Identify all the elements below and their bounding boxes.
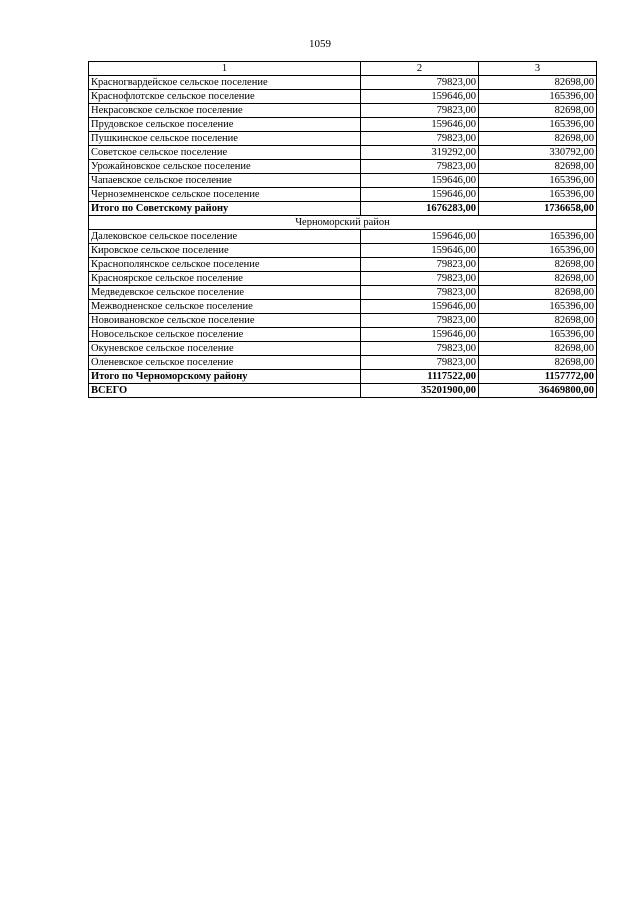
column-number-2: 2 bbox=[361, 62, 479, 76]
table-row bbox=[89, 286, 597, 300]
settlement-name-cell: Советское сельское поселение bbox=[89, 146, 361, 160]
table-row bbox=[89, 104, 597, 118]
table-row bbox=[89, 118, 597, 132]
column-number-row bbox=[89, 62, 597, 76]
settlement-name-cell: Черноземненское сельское поселение bbox=[89, 188, 361, 202]
amount-col2-cell: 79823,00 bbox=[361, 314, 479, 328]
settlement-name-cell: Некрасовское сельское поселение bbox=[89, 104, 361, 118]
table-row bbox=[89, 132, 597, 146]
district-heading-row bbox=[89, 216, 597, 230]
amount-col2-cell: 79823,00 bbox=[361, 356, 479, 370]
amount-col3-cell: 82698,00 bbox=[479, 342, 597, 356]
settlement-name-cell: Урожайновское сельское поселение bbox=[89, 160, 361, 174]
amount-col2-cell: 79823,00 bbox=[361, 342, 479, 356]
amount-col3-cell: 82698,00 bbox=[479, 104, 597, 118]
settlement-name-cell: Далековское сельское поселение bbox=[89, 230, 361, 244]
chernomorsky-total-row bbox=[89, 370, 597, 384]
settlement-name-cell: Красногвардейское сельское поселение bbox=[89, 76, 361, 90]
table-row bbox=[89, 244, 597, 258]
amount-col3-cell: 165396,00 bbox=[479, 174, 597, 188]
table-row bbox=[89, 90, 597, 104]
amount-col3-cell: 165396,00 bbox=[479, 328, 597, 342]
settlement-name-cell: Новоивановское сельское поселение bbox=[89, 314, 361, 328]
amount-col3-cell: 82698,00 bbox=[479, 286, 597, 300]
amount-col2-cell: 159646,00 bbox=[361, 328, 479, 342]
amount-col2-cell: 79823,00 bbox=[361, 286, 479, 300]
table-row bbox=[89, 174, 597, 188]
amount-col3-cell: 330792,00 bbox=[479, 146, 597, 160]
amount-col2-cell: 79823,00 bbox=[361, 104, 479, 118]
settlement-name-cell: Оленевское сельское поселение bbox=[89, 356, 361, 370]
district-heading: Черноморский район bbox=[89, 216, 597, 230]
amount-col2-cell: 319292,00 bbox=[361, 146, 479, 160]
amount-col3-cell: 1736658,00 bbox=[479, 202, 597, 216]
budget-table-body bbox=[89, 62, 597, 398]
amount-col3-cell: 1157772,00 bbox=[479, 370, 597, 384]
table-row bbox=[89, 300, 597, 314]
settlement-name-cell: Окуневское сельское поселение bbox=[89, 342, 361, 356]
amount-col2-cell: 159646,00 bbox=[361, 188, 479, 202]
settlement-name-cell: Кировское сельское поселение bbox=[89, 244, 361, 258]
table-row bbox=[89, 272, 597, 286]
amount-col2-cell: 79823,00 bbox=[361, 272, 479, 286]
table-row bbox=[89, 188, 597, 202]
table-row bbox=[89, 230, 597, 244]
amount-col2-cell: 79823,00 bbox=[361, 258, 479, 272]
table-row bbox=[89, 146, 597, 160]
settlement-name-cell: Новосельское сельское поселение bbox=[89, 328, 361, 342]
amount-col3-cell: 82698,00 bbox=[479, 356, 597, 370]
settlement-name-cell: Медведевское сельское поселение bbox=[89, 286, 361, 300]
amount-col2-cell: 79823,00 bbox=[361, 160, 479, 174]
amount-col2-cell: 1676283,00 bbox=[361, 202, 479, 216]
settlement-name-cell: Прудовское сельское поселение bbox=[89, 118, 361, 132]
settlement-name-cell: Краснополянское сельское поселение bbox=[89, 258, 361, 272]
settlement-name-cell: ВСЕГО bbox=[89, 384, 361, 398]
amount-col3-cell: 165396,00 bbox=[479, 230, 597, 244]
amount-col2-cell: 159646,00 bbox=[361, 230, 479, 244]
table-row bbox=[89, 356, 597, 370]
amount-col3-cell: 82698,00 bbox=[479, 272, 597, 286]
amount-col3-cell: 82698,00 bbox=[479, 160, 597, 174]
table-row bbox=[89, 314, 597, 328]
table-row bbox=[89, 342, 597, 356]
settlement-name-cell: Красноярское сельское поселение bbox=[89, 272, 361, 286]
amount-col3-cell: 165396,00 bbox=[479, 244, 597, 258]
amount-col3-cell: 82698,00 bbox=[479, 258, 597, 272]
sovetsky-total-row bbox=[89, 202, 597, 216]
amount-col3-cell: 165396,00 bbox=[479, 300, 597, 314]
column-number-3: 3 bbox=[479, 62, 597, 76]
amount-col3-cell: 165396,00 bbox=[479, 188, 597, 202]
amount-col2-cell: 159646,00 bbox=[361, 244, 479, 258]
amount-col2-cell: 1117522,00 bbox=[361, 370, 479, 384]
settlement-name-cell: Чапаевское сельское поселение bbox=[89, 174, 361, 188]
amount-col3-cell: 165396,00 bbox=[479, 118, 597, 132]
table-row bbox=[89, 328, 597, 342]
amount-col2-cell: 159646,00 bbox=[361, 118, 479, 132]
amount-col2-cell: 35201900,00 bbox=[361, 384, 479, 398]
page-number: 1059 bbox=[309, 38, 331, 50]
settlement-name-cell: Краснофлотское сельское поселение bbox=[89, 90, 361, 104]
amount-col2-cell: 159646,00 bbox=[361, 174, 479, 188]
table-row bbox=[89, 160, 597, 174]
amount-col3-cell: 82698,00 bbox=[479, 76, 597, 90]
amount-col2-cell: 79823,00 bbox=[361, 76, 479, 90]
amount-col2-cell: 159646,00 bbox=[361, 90, 479, 104]
amount-col3-cell: 36469800,00 bbox=[479, 384, 597, 398]
table-row bbox=[89, 258, 597, 272]
settlement-name-cell: Итого по Советскому району bbox=[89, 202, 361, 216]
settlement-name-cell: Межводненское сельское поселение bbox=[89, 300, 361, 314]
amount-col3-cell: 165396,00 bbox=[479, 90, 597, 104]
settlement-name-cell: Пушкинское сельское поселение bbox=[89, 132, 361, 146]
column-number-1: 1 bbox=[89, 62, 361, 76]
grand-total-row bbox=[89, 384, 597, 398]
settlement-name-cell: Итого по Черноморскому району bbox=[89, 370, 361, 384]
amount-col2-cell: 79823,00 bbox=[361, 132, 479, 146]
budget-table bbox=[88, 61, 597, 398]
amount-col3-cell: 82698,00 bbox=[479, 314, 597, 328]
amount-col2-cell: 159646,00 bbox=[361, 300, 479, 314]
table-row bbox=[89, 76, 597, 90]
amount-col3-cell: 82698,00 bbox=[479, 132, 597, 146]
